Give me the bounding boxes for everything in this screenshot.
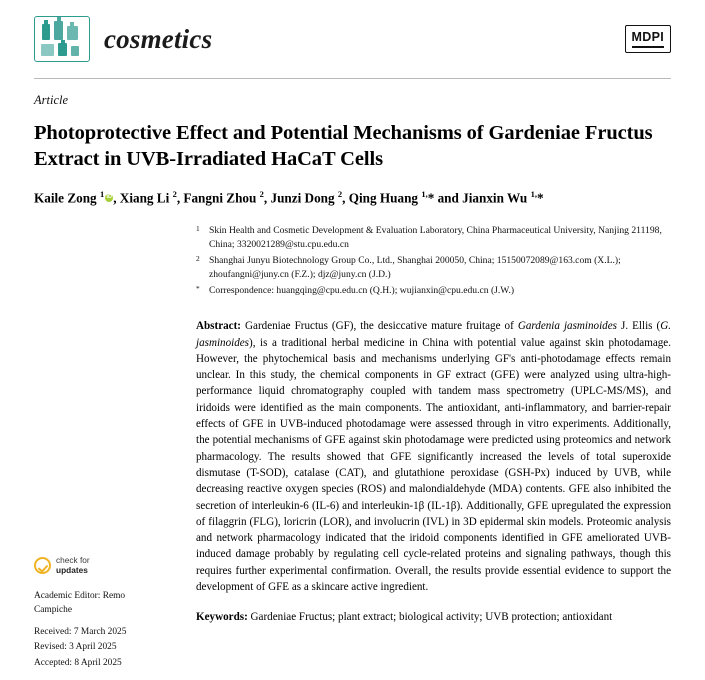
accepted-date: Accepted: 8 April 2025 [34,657,122,668]
journal-masthead [0,0,705,62]
abstract-label: Abstract: [196,320,241,333]
check-updates-label [56,556,90,575]
header-divider [34,78,671,79]
received-date: Received: 7 March 2025 [34,627,127,638]
article-meta-sidebar [34,556,154,671]
keywords-label: Keywords: [196,611,248,624]
page-title: Photoprotective Effect and Potential Mechanisms of Gardeniae Fructus Extract in UVB-Irradiated HaCaT Cells [34,122,653,171]
check-updates-line1: check for [56,555,90,565]
affiliations-block [196,224,671,300]
abstract-block [196,318,671,595]
affiliation-text: Shanghai Junyu Biotechnology Group Co., Ltd., Shanghai 200050, China; 15150072089@163.com (X.L.); zhoufangni@juny.cn (F.Z.); djz@juny.cn (J.D.) [209,255,621,280]
check-circle-icon [34,557,51,574]
check-for-updates-badge[interactable] [34,556,154,575]
revised-date: Revised: 3 April 2025 [34,642,117,653]
author-list: Kaile Zong $^1$ iD , Xiang Li $^2$, Fangni Zhou $^2$, Junzi Dong $^2$, Qing Huang $^{1,}$* and Jianxin Wu $^{1,}$* [34,188,671,208]
orcid-icon[interactable] [105,194,113,202]
correspondence-row [196,284,671,300]
check-updates-line2: updates [56,564,88,575]
affiliation-row [196,254,671,281]
affiliation-text: Skin Health and Cosmetic Development & Evaluation Laboratory, China Pharmaceutical University, Nanjing 211198, China; 3320021289@stu.cpu.edu.cn [209,225,662,250]
affiliation-marker: 2 [196,254,200,264]
correspondence-marker: * [196,284,200,294]
mdpi-logo[interactable]: MDPI [625,25,671,54]
cosmetic-bottles-icon [34,16,90,62]
keywords-block [196,609,671,625]
keywords-text: Gardeniae Fructus; plant extract; biological activity; UVB protection; antioxidant [250,611,613,624]
journal-title: cosmetics [104,23,213,54]
article-type-label: Article [34,93,69,107]
abstract-text: Gardeniae Fructus (GF), the desiccative mature fruitage of Gardenia jasminoides J. Ellis (G. jasminoides), is a traditional herbal medicine in China with potential value against skin photodamage. However, the phytochemical basis and mechanisms underlying GF's anti-photodamage effects remain unclear. In this study, the chemical components in GF extract (GFE) were analyzed using ultra-high-performance liquid chromatography coupled with tandem mass spectrometry (UPLC-MS/MS), and iridoids were identified as the main components. The antioxidant, anti-inflammatory, and barrier-repair effects of GFE in UVB-induced photodamage were assessed through in vitro experiments. Additionally, the potential mechanisms of GFE against skin photodamage were predicted using proteomics and network pharmacology. The results showed that GFE significantly increased the levels of total superoxide dismutase (T-SOD), catalase (CAT), and glutathione peroxidase (GSH-Px) induced by UVB, while decreasing reactive oxygen species (ROS) and malondialdehyde (MDA) contents. GFE also inhibited the secretion of interleukin-6 (IL-6) and interleukin-1β (IL-1β). Additionally, GFE upregulated the expression of filaggrin (FLG), loricrin (LOR), and involucrin (IVL) in 3D epidermal skin models. Proteomic analysis and network pharmacology indicated that the iridoid components identified in GFE ameliorated UVB-induced damage probably by regulating cell cycle-related proteins and signaling pathways, though this requires further experimental confirmation. Overall, the results provide essential evidence to support the development of GFE as a skincare active ingredient. [196,320,671,593]
journal-logo[interactable] [34,16,212,62]
academic-editor: Academic Editor: Remo Campiche [34,591,126,616]
affiliation-row [196,224,671,251]
affiliation-marker: 1 [196,224,200,233]
article-content [0,93,705,625]
correspondence-text: Correspondence: huangqing@cpu.edu.cn (Q.H.); wujianxin@cpu.edu.cn (J.W.) [209,285,515,297]
